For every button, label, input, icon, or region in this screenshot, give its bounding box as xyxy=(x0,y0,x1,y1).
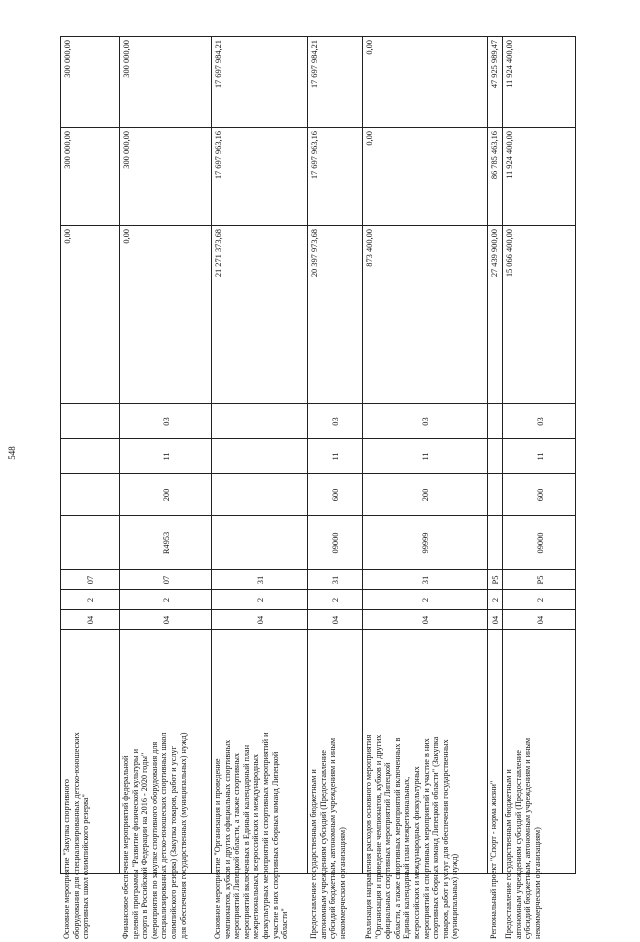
amount-cell xyxy=(488,225,502,403)
amount-cell xyxy=(308,225,362,403)
code-cell xyxy=(363,609,487,629)
budget-table xyxy=(60,36,576,939)
description-line: некоммерческим организациям) xyxy=(532,827,542,939)
description-line: олимпийского резерва) (Закупка товаров, работ и услуг xyxy=(168,746,178,939)
code-cell xyxy=(61,403,119,438)
code-value: 04 xyxy=(331,615,340,625)
code-value: 31 xyxy=(255,575,265,585)
page-number xyxy=(0,438,24,468)
code-cell xyxy=(308,515,362,569)
description-line: Реализация направления расходов основного мероприятия xyxy=(364,734,373,939)
amount-cell xyxy=(61,37,119,127)
code-value: 600 xyxy=(535,488,545,502)
amount-value: 17 697 963,16 xyxy=(310,131,319,180)
description-line: Финансовое обеспечение мероприятий федеральной xyxy=(121,755,130,939)
code-value: 07 xyxy=(85,575,95,585)
code-cell xyxy=(503,589,576,609)
description-line: некоммерческим организациям) xyxy=(337,827,347,939)
table-row xyxy=(502,37,576,939)
code-value: 09000 xyxy=(535,532,545,554)
amount-cell xyxy=(120,225,211,403)
amount-value: 86 785 463,16 xyxy=(490,131,499,180)
code-cell xyxy=(503,473,576,515)
code-cell xyxy=(488,569,502,589)
amount-cell xyxy=(212,37,307,127)
code-cell xyxy=(363,438,487,473)
code-cell xyxy=(61,438,119,473)
description-line: спортивных сборных команд Липецкой области" (Закупка xyxy=(431,736,441,939)
amount-value: 17 697 984,21 xyxy=(310,40,319,89)
description-line: Основное мероприятие "Организация и проведение xyxy=(213,758,222,939)
code-value: 99999 xyxy=(421,532,430,554)
code-cell xyxy=(212,438,307,473)
code-cell xyxy=(488,515,502,569)
code-value: 200 xyxy=(421,488,430,502)
amount-value: 0,00 xyxy=(365,40,374,55)
amount-cell xyxy=(503,127,576,225)
code-cell xyxy=(61,589,119,609)
amount-value: 17 697 984,21 xyxy=(214,40,223,89)
code-value: 04 xyxy=(421,615,430,625)
code-cell xyxy=(61,515,119,569)
amount-cell xyxy=(363,127,487,225)
code-cell xyxy=(363,589,487,609)
code-cell xyxy=(503,569,576,589)
description-line: целевой программы "Развитие физической культуры и xyxy=(130,749,140,939)
row-description-cell xyxy=(363,629,487,941)
description-line: спорта в Российской Федерации на 2016 - 2020 годы" xyxy=(140,752,150,939)
description-line: специализированных детско-юношеских спортивных школ xyxy=(159,732,169,939)
code-cell xyxy=(308,438,362,473)
code-value: 04 xyxy=(535,615,545,625)
description-line: оборудования для специализированных детско-юношеских xyxy=(71,732,81,939)
code-value: 2 xyxy=(331,597,340,603)
code-value: 04 xyxy=(161,615,171,625)
description-line: (мероприятия по закупке спортивного оборудования для xyxy=(149,741,159,939)
code-cell xyxy=(308,473,362,515)
description-line: области, а также спортивных мероприятий включенных в xyxy=(392,737,402,939)
code-value: 2 xyxy=(491,597,500,603)
code-cell xyxy=(61,473,119,515)
code-value: 11 xyxy=(535,452,545,461)
amount-cell xyxy=(363,37,487,127)
code-cell xyxy=(120,403,211,438)
description-line: Предоставление государственным бюджетным и xyxy=(309,769,318,939)
code-cell xyxy=(120,589,211,609)
code-cell xyxy=(61,609,119,629)
table-row xyxy=(119,37,211,939)
description-line: Основное мероприятие "Закупка спортивного xyxy=(62,778,71,939)
code-value: 03 xyxy=(421,417,430,426)
code-value: 2 xyxy=(85,597,95,603)
code-value: 200 xyxy=(161,488,171,502)
code-cell xyxy=(212,403,307,438)
code-cell xyxy=(503,609,576,629)
code-cell xyxy=(308,609,362,629)
row-description-cell xyxy=(212,629,307,941)
code-value: 2 xyxy=(535,597,545,603)
amount-value: 0,00 xyxy=(365,131,374,146)
description-line: межрегиональных, всероссийских и международных xyxy=(251,753,261,939)
code-value: 04 xyxy=(255,615,265,625)
code-value: 03 xyxy=(535,417,545,426)
amount-value: 17 697 963,16 xyxy=(214,131,223,180)
table-row xyxy=(211,37,307,939)
description-line: спортивных школ олимпийского резерва" xyxy=(81,794,91,939)
amount-cell xyxy=(503,37,576,127)
amount-cell xyxy=(212,225,307,403)
amount-cell xyxy=(61,127,119,225)
code-cell xyxy=(503,403,576,438)
amount-cell xyxy=(488,37,502,127)
description-line: Единый календарный план межрегиональных, xyxy=(402,776,412,939)
code-value: 31 xyxy=(331,575,340,585)
row-description-cell xyxy=(308,629,362,941)
description-line: для обеспечения государственных (муниципальных) нужд) xyxy=(178,732,188,939)
code-cell xyxy=(212,609,307,629)
description-line: субсидий бюджетным, автономным учреждениям и иным xyxy=(328,737,338,939)
description-line: всероссийских и международных физкультурных xyxy=(411,766,421,939)
row-description-cell xyxy=(61,629,119,941)
code-cell xyxy=(363,403,487,438)
code-value: 2 xyxy=(421,597,430,603)
description-line: мероприятий включенных в Единый календарный план xyxy=(241,744,251,939)
table-row xyxy=(362,37,487,939)
code-cell xyxy=(212,589,307,609)
code-cell xyxy=(308,569,362,589)
description-line: Региональный проект "Спорт - норма жизни" xyxy=(489,780,498,939)
amount-cell xyxy=(308,127,362,225)
amount-value: 300 000,00 xyxy=(63,40,72,78)
code-cell xyxy=(120,473,211,515)
row-description-cell xyxy=(120,629,211,941)
table-row xyxy=(307,37,362,939)
description-line: официальных спортивных мероприятий Липецкой xyxy=(383,762,393,939)
amount-value: 11 924 400,00 xyxy=(505,40,514,88)
code-value: 07 xyxy=(161,575,171,585)
code-value: R4953 xyxy=(161,531,171,555)
code-cell xyxy=(212,569,307,589)
code-cell xyxy=(120,515,211,569)
table-row xyxy=(487,37,502,939)
code-cell xyxy=(363,515,487,569)
amount-value: 11 924 400,00 xyxy=(505,131,514,179)
amount-value: 0,00 xyxy=(122,229,131,244)
code-cell xyxy=(120,569,211,589)
description-line: (муниципальных) нужд) xyxy=(450,853,460,939)
code-cell xyxy=(488,609,502,629)
description-line: участие в них спортивных сборных команд Липецкой xyxy=(270,751,280,939)
amount-value: 300 000,00 xyxy=(63,131,72,169)
code-cell xyxy=(61,569,119,589)
description-line: товаров, работ и услуг для обеспечения государственных xyxy=(440,739,450,939)
description-line: "Организация и проведение чемпионатов, кубков и других xyxy=(373,734,383,939)
code-cell xyxy=(212,515,307,569)
code-cell xyxy=(212,473,307,515)
amount-value: 20 397 973,68 xyxy=(310,229,319,278)
amount-value: 0,00 xyxy=(63,229,72,244)
code-cell xyxy=(120,609,211,629)
code-cell xyxy=(488,589,502,609)
amount-value: 873 400,00 xyxy=(365,229,374,267)
code-value: P5 xyxy=(491,575,500,585)
description-line: физкультурных мероприятий и спортивных мероприятий и xyxy=(260,732,270,939)
code-value: 11 xyxy=(331,452,340,461)
amount-cell xyxy=(61,225,119,403)
code-value: 2 xyxy=(255,597,265,603)
amount-cell xyxy=(120,127,211,225)
code-cell xyxy=(363,569,487,589)
code-value: 03 xyxy=(331,417,340,426)
code-cell xyxy=(363,473,487,515)
description-line: субсидий бюджетным, автономным учреждениям и иным xyxy=(523,737,533,939)
description-line: Предоставление государственным бюджетным и xyxy=(504,769,513,939)
code-value: 09000 xyxy=(331,532,340,554)
table-row xyxy=(61,37,119,939)
description-line: мероприятий Липецкой области, а также спортивных xyxy=(232,753,242,939)
code-value: 11 xyxy=(161,452,171,461)
code-cell xyxy=(488,473,502,515)
code-cell xyxy=(488,403,502,438)
description-line: мероприятий и спортивных мероприятий и участие в них xyxy=(421,738,431,939)
page-number-text: 548 xyxy=(7,446,17,460)
code-value: 03 xyxy=(161,417,171,426)
description-line: автономным учреждениям субсидий (Предоставление xyxy=(513,750,523,939)
description-line: чемпионатов, кубков и других официальных спортивных xyxy=(222,739,232,939)
code-value: 04 xyxy=(491,615,500,625)
amount-value: 300 000,00 xyxy=(122,40,131,78)
amount-cell xyxy=(488,127,502,225)
code-value: P5 xyxy=(535,575,545,585)
description-line: области" xyxy=(280,908,290,939)
amount-cell xyxy=(503,225,576,403)
code-value: 11 xyxy=(421,452,430,461)
amount-value: 47 925 989,47 xyxy=(490,40,499,89)
row-description-cell xyxy=(488,629,502,941)
amount-cell xyxy=(120,37,211,127)
code-cell xyxy=(308,403,362,438)
amount-value: 21 271 373,68 xyxy=(214,229,223,278)
description-line: автономным учреждениям субсидий (Предоставление xyxy=(318,750,328,939)
code-cell xyxy=(120,438,211,473)
row-description-cell xyxy=(503,629,576,941)
code-cell xyxy=(488,438,502,473)
amount-cell xyxy=(308,37,362,127)
code-value: 2 xyxy=(161,597,171,603)
code-value: 600 xyxy=(331,488,340,502)
amount-value: 27 439 900,00 xyxy=(490,229,499,278)
amount-value: 15 066 400,00 xyxy=(505,229,514,278)
code-value: 04 xyxy=(85,615,95,625)
code-cell xyxy=(503,438,576,473)
code-cell xyxy=(503,515,576,569)
amount-cell xyxy=(212,127,307,225)
amount-value: 300 000,00 xyxy=(122,131,131,169)
code-cell xyxy=(308,589,362,609)
amount-cell xyxy=(363,225,487,403)
code-value: 31 xyxy=(421,575,430,585)
